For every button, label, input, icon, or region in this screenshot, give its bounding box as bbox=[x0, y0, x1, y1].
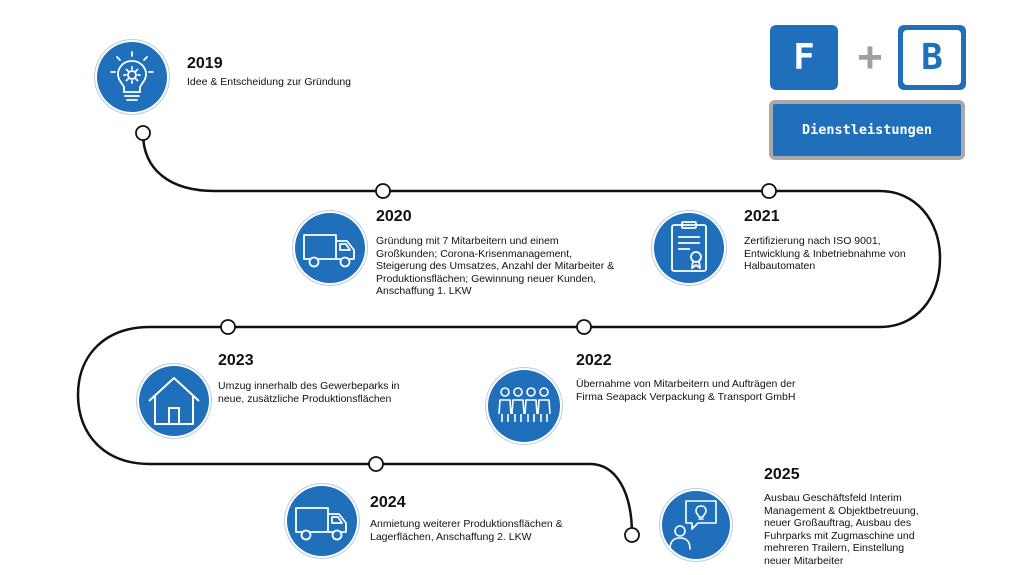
icon-circle-2023 bbox=[139, 366, 209, 436]
desc-2023: Umzug innerhalb des Gewerbeparks in neue, zusätzliche Produktionsflächen bbox=[218, 380, 400, 405]
person-idea-icon bbox=[662, 491, 730, 559]
year-2020: 2020 bbox=[376, 208, 412, 225]
desc-2025: Ausbau Geschäftsfeld Interim Management & Objektbetreuung, neuer Großauftrag, Ausbau des Fuhrparks mit Zugmaschine und mehreren Trailern, Einstellung neuer Mitarbeiter bbox=[764, 492, 919, 567]
icon-circle-2024 bbox=[287, 486, 357, 556]
logo-tagline-box bbox=[769, 100, 965, 160]
icon-circle-2020 bbox=[295, 213, 365, 283]
timeline-node bbox=[369, 457, 383, 471]
desc-2020: Gründung mit 7 Mitarbeitern und einem Großkunden; Corona-Krisenmanagement, Steigerung des Umsatzes, Anzahl der Mitarbeiter & Produktionsflächen; Gewinnung neuer Kunden, Anschaffung 1. LKW bbox=[376, 235, 615, 298]
truck-icon bbox=[287, 486, 357, 556]
timeline-node bbox=[221, 320, 235, 334]
timeline-node bbox=[625, 528, 639, 542]
year-2022: 2022 bbox=[576, 352, 612, 369]
logo-plus: + bbox=[857, 32, 883, 82]
house-icon bbox=[139, 366, 209, 436]
desc-2024: Anmietung weiterer Produktionsflächen & Lagerflächen, Anschaffung 2. LKW bbox=[370, 518, 563, 543]
timeline-node bbox=[577, 320, 591, 334]
logo-letter-b: B bbox=[921, 37, 943, 78]
people-group-icon bbox=[488, 370, 560, 442]
timeline-node bbox=[376, 184, 390, 198]
icon-circle-2022 bbox=[488, 370, 560, 442]
lightbulb-gear-icon bbox=[97, 42, 167, 112]
year-2023: 2023 bbox=[218, 352, 254, 369]
logo-b-box bbox=[898, 25, 966, 90]
desc-2019: Idee & Entscheidung zur Gründung bbox=[187, 76, 352, 88]
truck-icon bbox=[295, 213, 365, 283]
year-2024: 2024 bbox=[370, 494, 406, 511]
logo-tagline: Dienstleistungen bbox=[801, 122, 933, 138]
icon-circle-2025 bbox=[662, 491, 730, 559]
year-2021: 2021 bbox=[744, 208, 780, 225]
desc-2022: Übernahme von Mitarbeitern und Aufträgen der Firma Seapack Verpackung & Transport GmbH bbox=[576, 378, 796, 403]
year-2025: 2025 bbox=[764, 466, 800, 483]
logo-f-box bbox=[770, 25, 838, 90]
logo-letter-f: F bbox=[793, 37, 815, 78]
certificate-icon bbox=[654, 213, 724, 283]
desc-2021: Zertifizierung nach ISO 9001, Entwicklung & Inbetriebnahme von Halbautomaten bbox=[744, 235, 906, 273]
icon-circle-2021 bbox=[654, 213, 724, 283]
year-2019: 2019 bbox=[187, 55, 223, 72]
timeline-node bbox=[762, 184, 776, 198]
icon-circle-2019 bbox=[97, 42, 167, 112]
timeline-node bbox=[136, 126, 150, 140]
